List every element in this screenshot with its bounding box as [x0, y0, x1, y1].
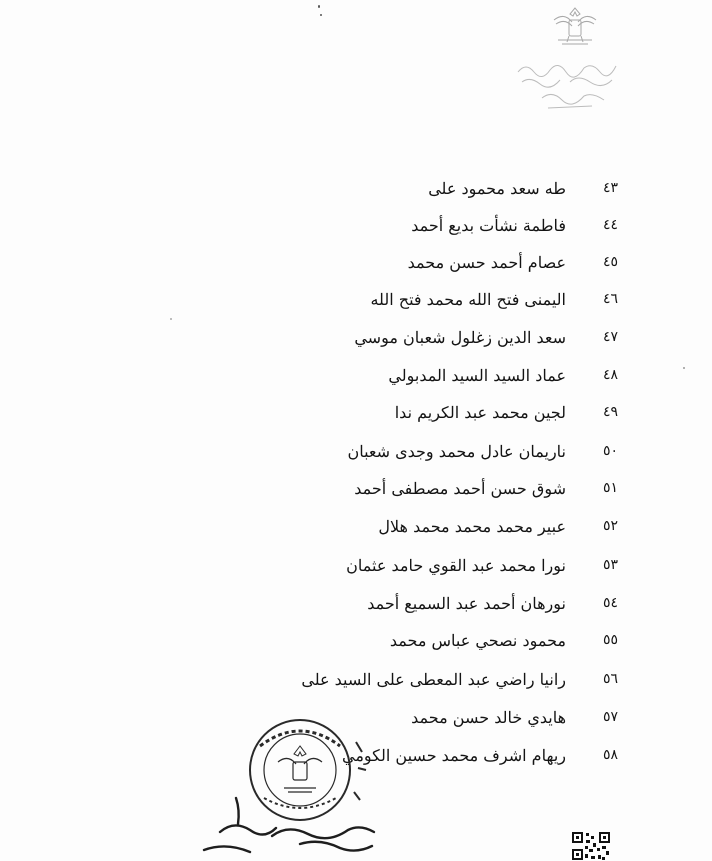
item-number: ٥٢: [602, 518, 618, 534]
item-number: ٥٠: [602, 443, 618, 459]
item-number: ٤٦: [602, 291, 618, 307]
item-number: ٥٣: [602, 557, 618, 573]
item-number: ٤٩: [602, 404, 618, 420]
item-number: ٤٥: [602, 254, 618, 270]
list-item: [370, 284, 618, 314]
scan-speck: [683, 367, 685, 369]
item-number: ٥٨: [602, 747, 618, 763]
person-name: نورهان أحمد عبد السميع أحمد: [367, 593, 566, 613]
scan-speck: [170, 318, 172, 320]
list-item: [378, 511, 618, 541]
list-item: [411, 210, 618, 240]
scan-speck: [320, 14, 322, 16]
list-item: [354, 322, 618, 352]
person-name: نورا محمد عبد القوي حامد عثمان: [346, 555, 566, 575]
person-name: ريهام اشرف محمد حسين الكومي: [342, 745, 566, 765]
person-name: فاطمة نشأت بديع أحمد: [411, 215, 566, 235]
list-item: [411, 702, 618, 732]
list-item: [354, 473, 618, 503]
list-item: [346, 550, 618, 580]
person-name: اليمنى فتح الله محمد فتح الله: [370, 289, 566, 309]
person-name: شوق حسن أحمد مصطفى أحمد: [354, 478, 566, 498]
qr-code-icon: [571, 831, 611, 861]
item-number: ٥٧: [602, 709, 618, 725]
item-number: ٤٧: [602, 329, 618, 345]
list-item: [347, 436, 618, 466]
list-item: [428, 173, 618, 203]
list-item: [388, 360, 618, 390]
list-item: [301, 664, 618, 694]
item-number: ٤٣: [602, 180, 618, 196]
list-item: [395, 397, 618, 427]
item-number: ٤٨: [602, 367, 618, 383]
item-number: ٥٦: [602, 671, 618, 687]
list-item: [390, 625, 618, 655]
person-name: عصام أحمد حسن محمد: [407, 252, 566, 272]
scan-speck: [318, 5, 320, 8]
item-number: ٥٤: [602, 595, 618, 611]
person-name: رانيا راضي عبد المعطى على السيد على: [301, 669, 566, 689]
person-name: ناريمان عادل محمد وجدى شعبان: [347, 441, 566, 461]
item-number: ٤٤: [602, 217, 618, 233]
person-name: لجين محمد عبد الكريم ندا: [394, 402, 566, 422]
person-name: عماد السيد السيد المدبولي: [388, 365, 566, 385]
item-number: ٥١: [602, 480, 618, 496]
person-name: محمود نصحي عباس محمد: [389, 630, 566, 650]
list-item: [342, 740, 618, 770]
person-name: عبير محمد محمد محمد هلال: [378, 516, 566, 536]
handwritten-signature-icon: [180, 790, 380, 861]
item-number: ٥٥: [602, 632, 618, 648]
list-item: [408, 247, 618, 277]
person-name: هايدي خالد حسن محمد: [411, 707, 566, 727]
person-name: سعد الدين زغلول شعبان موسي: [354, 327, 566, 347]
person-name: طه سعد محمود على: [428, 178, 566, 198]
list-item: [367, 588, 618, 618]
